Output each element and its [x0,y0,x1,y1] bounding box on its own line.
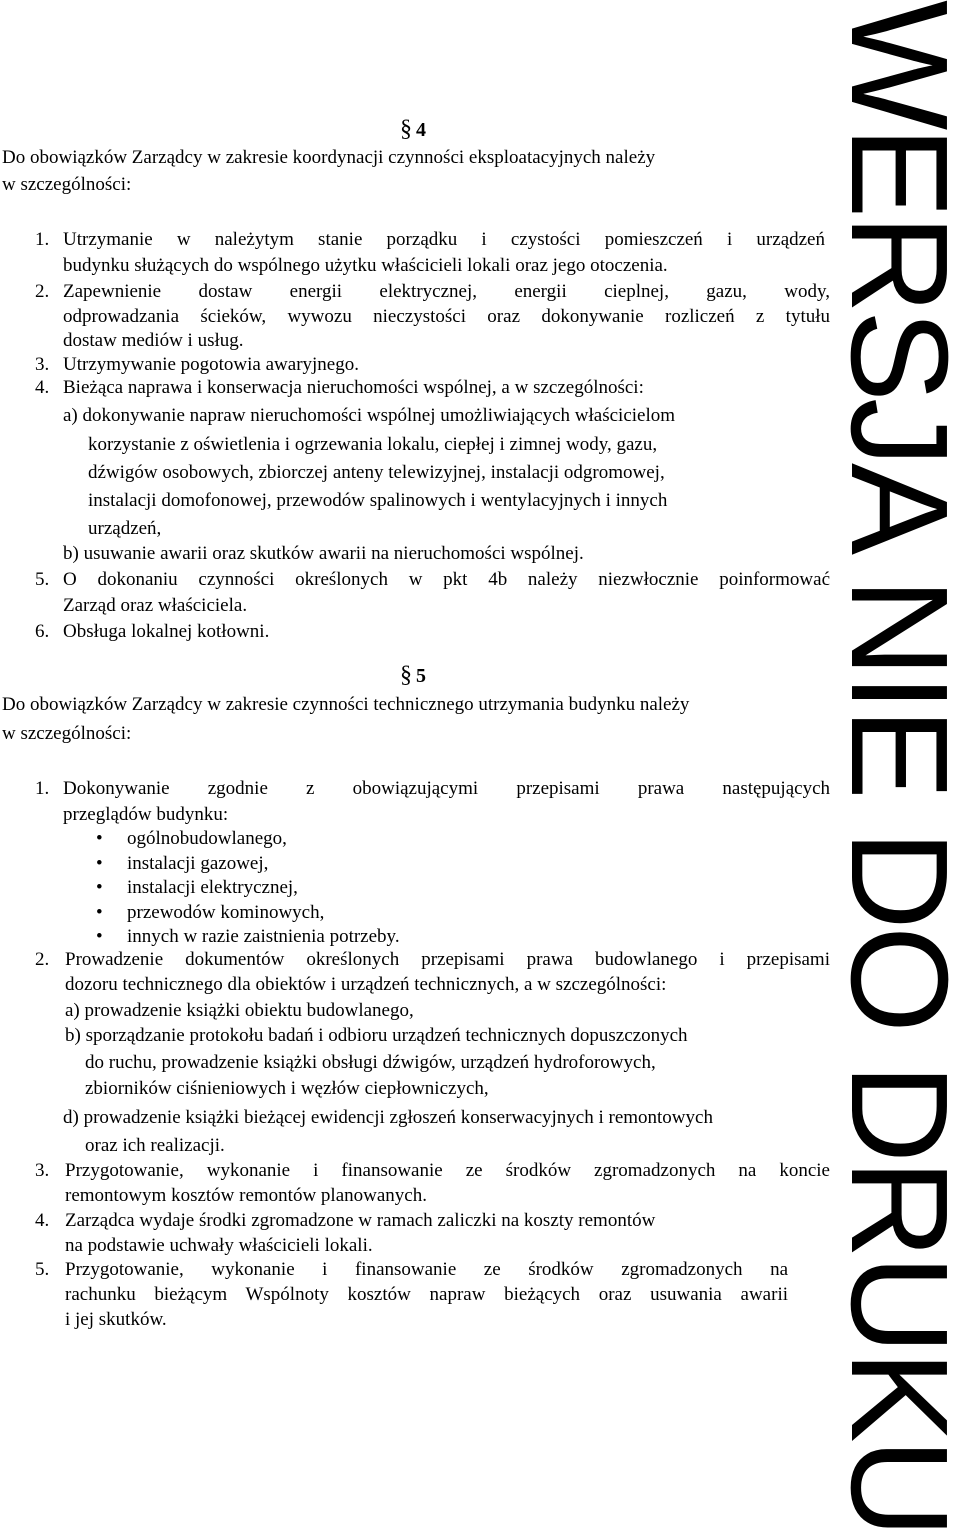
bullet-icon: • [96,828,103,849]
list-item-text: rachunku bieżącym Wspólnoty kosztów napraw bieżących oraz usuwania awarii [65,1284,788,1305]
list-item-number: 2. [35,281,50,302]
list-item-text: Zapewnienie dostaw energii elektrycznej, energii cieplnej, gazu, wody, [63,281,830,302]
list-item-number: 4. [35,377,50,398]
subitem-text: dźwigów osobowych, zbiorczej anteny telewizyjnej, instalacji odgromowej, [88,462,665,483]
subitem-text: oraz ich realizacji. [85,1135,225,1156]
section-number: 5 [416,665,426,687]
list-item-number: 3. [35,354,50,375]
list-item-number: 5. [35,569,50,590]
list-item-text: remontowym kosztów remontów planowanych. [65,1185,427,1206]
list-item-text: budynku służących do wspólnego użytku właścicieli lokali oraz jego otoczenia. [63,255,668,276]
list-item-text: Zarząd oraz właściciela. [63,595,248,616]
list-item-text: na podstawie uchwały właścicieli lokali. [65,1235,373,1256]
list-item-number: 1. [35,778,50,799]
section-4-intro-line-2: w szczególności: [2,174,132,195]
subitem-text: a) dokonywanie napraw nieruchomości wspólnej umożliwiających właścicielom [63,405,676,426]
subitem-text: b) usuwanie awarii oraz skutków awarii na nieruchomości wspólnej. [63,543,584,564]
list-item-number: 2. [35,949,50,970]
bullet-icon: • [96,926,103,947]
list-item-text: Dokonywanie zgodnie z obowiązującymi przepisami prawa następujących [63,778,830,799]
list-item-number: 6. [35,621,50,642]
list-item-number: 3. [35,1160,50,1181]
section-4-heading [400,116,426,143]
list-item-text: Zarządca wydaje środki zgromadzone w ramach zaliczki na koszty remontów [65,1210,656,1231]
watermark-text: WERSJA NIE DO DRUKU [822,0,976,1534]
section-number: 4 [416,119,426,141]
bullet-item: ogólnobudowlanego, [127,828,287,849]
section-5-intro-line-1: Do obowiązków Zarządcy w zakresie czynności technicznego utrzymania budynku należy [2,694,690,715]
bullet-item: instalacji elektrycznej, [127,877,298,898]
bullet-icon: • [96,853,103,874]
section-5-intro-line-2: w szczególności: [2,723,132,744]
list-item-text: przeglądów budynku: [63,804,229,825]
section-sign: § [400,662,412,688]
list-item-text: odprowadzania ścieków, wywozu nieczystości oraz dokonywanie rozliczeń z tytułu [63,306,830,327]
bullet-icon: • [96,877,103,898]
list-item-text: dozoru technicznego dla obiektów i urządzeń technicznych, a w szczególności: [65,974,667,995]
list-item-text: Bieżąca naprawa i konserwacja nieruchomości wspólnej, a w szczególności: [63,377,644,398]
section-sign: § [400,116,412,142]
bullet-item: przewodów kominowych, [127,902,325,923]
list-item-text: Przygotowanie, wykonanie i finansowanie ze środków zgromadzonych na koncie [65,1160,830,1181]
subitem-text: d) prowadzenie książki bieżącej ewidencji zgłoszeń konserwacyjnych i remontowych [63,1107,713,1128]
bullet-icon: • [96,902,103,923]
subitem-text: instalacji domofonowej, przewodów spalinowych i wentylacyjnych i innych [88,490,668,511]
bullet-item: instalacji gazowej, [127,853,269,874]
list-item-number: 1. [35,229,50,250]
section-5-heading [400,662,426,689]
subitem-text: korzystanie z oświetlenia i ogrzewania lokalu, ciepłej i zimnej wody, gazu, [88,434,658,455]
list-item-text: Obsługa lokalnej kotłowni. [63,621,270,642]
list-item-text: dostaw mediów i usług. [63,330,244,351]
subitem-text: b) sporządzanie protokołu badań i odbioru urządzeń technicznych dopuszczonych [65,1025,688,1046]
list-item-text: Prowadzenie dokumentów określonych przepisami prawa budowlanego i przepisami [65,949,830,970]
list-item-text: O dokonaniu czynności określonych w pkt 4b należy niezwłocznie poinformować [63,569,830,590]
list-item-text: Przygotowanie, wykonanie i finansowanie ze środków zgromadzonych na [65,1259,788,1280]
subitem-text: urządzeń, [88,518,162,539]
list-item-text: i jej skutków. [65,1309,167,1330]
watermark [822,0,976,1534]
subitem-text: a) prowadzenie książki obiektu budowlanego, [65,1000,414,1021]
section-4-intro-line-1: Do obowiązków Zarządcy w zakresie koordynacji czynności eksploatacyjnych należy [2,147,656,168]
list-item-number: 5. [35,1259,50,1280]
subitem-text: zbiorników ciśnieniowych i węzłów ciepłowniczych, [85,1078,489,1099]
list-item-text: Utrzymywanie pogotowia awaryjnego. [63,354,359,375]
list-item-number: 4. [35,1210,50,1231]
bullet-item: innych w razie zaistnienia potrzeby. [127,926,400,947]
list-item-text: Utrzymanie w należytym stanie porządku i czystości pomieszczeń i urządzeń [63,229,825,250]
subitem-text: do ruchu, prowadzenie książki obsługi dźwigów, urządzeń hydroforowych, [85,1052,656,1073]
